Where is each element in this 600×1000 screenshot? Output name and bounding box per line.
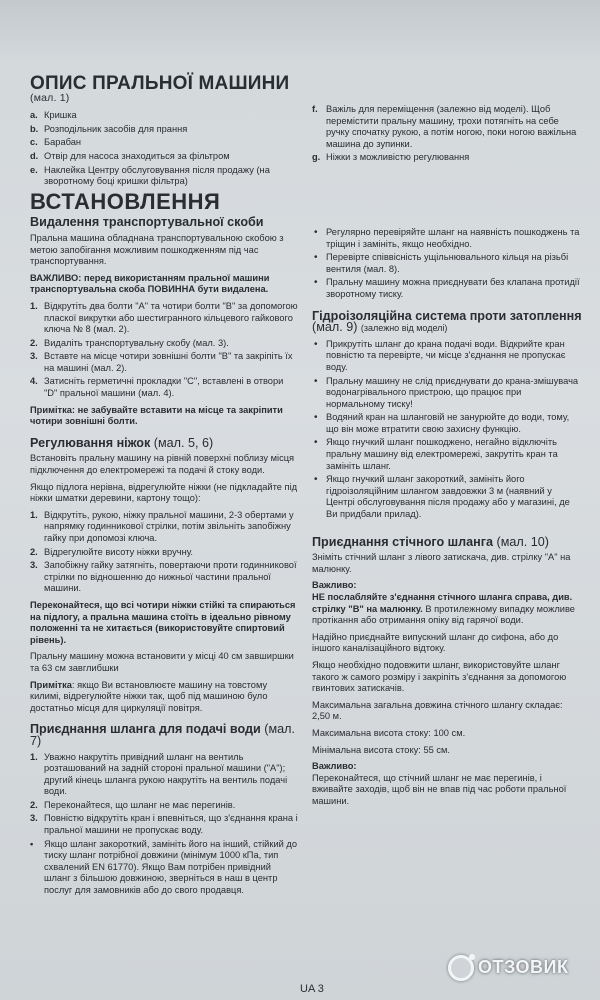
list-marker: 1. [30, 509, 38, 520]
list-marker: f. [312, 104, 318, 114]
list-marker: • [314, 474, 318, 486]
bullet-item [312, 412, 582, 435]
list-marker: 3. [30, 560, 38, 571]
list-marker: g. [312, 152, 321, 163]
anti-flood-list [312, 339, 582, 521]
feet-level-warning: Переконайтеся, що всі чотири ніжки стійкі та спираються на підлогу, а пральна машина стоїть в ідеально рівному положенні та не хитається (використовуйте спиртовий рівень). [30, 599, 296, 645]
list-text: Барабан [44, 137, 82, 148]
bullet-item [312, 252, 582, 275]
list-marker: 2. [30, 337, 38, 348]
bracket-intro: Пральна машина обладнана транспортувальною скобою з метою запобігання можливим пошкодженням під час транспортування. [30, 232, 284, 267]
part-item [312, 152, 582, 164]
list-text: Пральну машину можна приєднувати без клапана протидії зворотному тиску. [326, 277, 580, 299]
bracket-warning: ВАЖЛИВО: перед використанням пральної машини транспортувальна скоба ПОВИННА бути видалена. [30, 272, 270, 295]
bullet-item [312, 339, 582, 374]
feet-placement: Пральну машину можна встановити у місці 40 см завширшки та 63 см завглибшки [30, 651, 294, 673]
step-item [30, 813, 298, 836]
bullet-item [312, 474, 582, 520]
list-marker: e. [30, 164, 38, 175]
list-text: Перевірте співвісність ущільнювального кільця на різьбі вентиля (мал. 8). [326, 252, 569, 274]
list-text: Прикрутіть шланг до крана подачі води. Відкрийте кран повністю та перевірте, чи місце з'єднання не пропускає воду. [326, 338, 566, 372]
list-marker: • [30, 838, 34, 849]
step-item [30, 510, 298, 545]
list-marker: 3. [30, 351, 38, 362]
list-text: Запобіжну гайку затягніть, повертаючи проти годинникової стрілки по відношенню до нижньої частини пральної машини. [44, 560, 297, 594]
step-item [30, 301, 298, 336]
page-number: UA 3 [300, 983, 324, 995]
list-text: Пральну машину не слід приєднувати до крана-змішувача водонагрівального пристрою, що працює при нормальному тиску! [326, 375, 579, 409]
list-text: Якщо шланг закороткий, замініть його на інший, стійкий до тиску шланг потрібної довжини (мінімум 1000 кПа, тип схвалений EN 61770). Якщо Вам потрібен привідний шланг з більшою довжиною, зверніться в наш в центр послуг для замовників або до свого продавця. [44, 838, 298, 896]
parts-list-continued [312, 104, 582, 164]
feet-uneven: Якщо підлога нерівна, відрегулюйте ніжки (не підкладайте під ніжки шматки деревини, картону тощо): [30, 481, 298, 504]
feet-steps [30, 510, 298, 595]
list-text: Отвір для насоса знаходиться за фільтром [44, 150, 230, 161]
drain-important-2: Важливо: Переконайтеся, що стічний шланг не має перегинів, і вживайте заходів, щоб він не впав під час роботи пральної машини. [312, 761, 567, 806]
parts-list [30, 110, 298, 188]
list-marker: d. [30, 150, 39, 161]
drain-p3: Якщо необхідно подовжити шланг, використовуйте шланг такого ж самого розміру і закріпіть з'єднання за допомогою гвинтових затискачів. [312, 659, 567, 694]
list-text: Наклейка Центру обслуговування після продажу (на зворотному боці кришки фільтра) [44, 164, 270, 187]
list-marker: • [314, 338, 318, 350]
step-item [30, 752, 298, 798]
inlet-steps [30, 752, 298, 897]
list-marker: • [314, 277, 318, 289]
drain-p6: Мінімальна висота стоку: 55 см. [312, 744, 450, 755]
list-marker: 1. [30, 751, 38, 762]
watermark-logo: ОТЗОВИК [448, 955, 568, 981]
list-text: Видаліть транспортувальну скобу (мал. 3). [44, 337, 229, 348]
feet-note: Примітка: якщо Ви встановлюєте машину на товстому килимі, відрегулюйте ніжки так, щоб під машиною було достатньо місця для циркуляції повітря. [30, 679, 268, 713]
part-item [30, 137, 298, 149]
list-text: Ніжки з можливістю регулювання [326, 152, 470, 163]
list-text: Водяний кран на шланговій не занурюйте до води, тому, що він може втратити свою захисну функцію. [326, 412, 570, 434]
list-marker: 2. [30, 799, 38, 810]
list-marker: • [314, 226, 318, 238]
description-title: ОПИС ПРАЛЬНОЇ МАШИНИ (мал. 1) [30, 73, 290, 104]
drain-p1: Зніміть стічний шланг з лівого затискача, див. стрілку "A" на малюнку. [312, 552, 571, 574]
feet-intro: Встановіть пральну машину на рівній поверхні поблизу місця підключення до електромережі та подачі й стоку води. [30, 453, 295, 476]
step-item [30, 338, 298, 350]
list-marker: • [314, 437, 318, 449]
list-text: Відкрутіть два болти "A" та чотири болти "B" за допомогою пласкої викрутки або шестигранного кільцевого гайкового ключа № 8 (мал. 2). [44, 300, 298, 335]
step-item [30, 547, 298, 559]
inlet-heading: Приєднання шланга для подачі води (мал. 7) [30, 722, 295, 748]
list-text: Затисніть герметичні прокладки "C", вставлені в отвори "D" пральної машини (мал. 4). [44, 376, 284, 399]
list-marker: 1. [30, 300, 38, 311]
list-text: Розподільник засобів для прання [44, 123, 188, 134]
list-text: Переконайтеся, що шланг не має перегинів. [44, 799, 236, 810]
list-text: Важіль для переміщення (залежно від моделі). Щоб перемістити пральну машину, трохи потягніть на себе ручку спочатку рукою, а потім ногою, поки ногою важільна машина до зупинки. [326, 104, 577, 149]
drain-p4: Максимальна загальна довжина стічного шлангу складає: 2,50 м. [312, 699, 563, 722]
list-marker: • [314, 252, 318, 264]
drain-important-1: Важливо: НЕ послабляйте з'єднання стічного шланга справа, див. стрілку "B" на малюнку. В протилежному випадку можливе протікання або отримання опіку від гарячої води. [312, 580, 575, 626]
list-text: Якщо гнучкий шланг пошкоджено, негайно відключіть пральну машину від електромережі, закрутіть кран та замініть шланг. [326, 437, 558, 471]
anti-flood-heading: Гідроізоляційна система проти затоплення (мал. 9) (залежно від моделі) [312, 308, 582, 335]
part-item [30, 165, 298, 188]
installation-title: ВСТАНОВЛЕННЯ [30, 188, 221, 214]
bullet-item [312, 227, 582, 250]
hose-checks-list [312, 227, 582, 301]
step-item [30, 800, 298, 812]
drain-p2: Надійно приєднайте випускний шланг до сифона, або до іншого каналізаційного відтоку. [312, 631, 559, 654]
list-marker: c. [30, 137, 38, 148]
step-item [30, 839, 298, 897]
bracket-note: Примітка: не забувайте вставити на місце та закріпити чотири зовнішні болти. [30, 404, 283, 427]
list-text: Кришка [44, 110, 77, 121]
bullet-item [312, 376, 582, 411]
left-column [30, 73, 298, 902]
drain-p5: Максимальна висота стоку: 100 см. [312, 727, 466, 738]
list-marker: • [314, 412, 318, 424]
list-text: Повністю відкрутіть кран і впевніться, що з'єднання крана і пральної машини не пропускає воду. [44, 813, 298, 836]
right-column [312, 104, 582, 813]
list-text: Відрегулюйте висоту ніжки вручну. [44, 546, 194, 557]
part-item [30, 151, 298, 163]
step-item [30, 560, 298, 595]
bullet-item [312, 437, 582, 472]
part-item [30, 110, 298, 122]
logo-icon [448, 955, 474, 981]
list-text: Вставте на місце чотири зовнішні болти "B" та закріпіть їх на машині (мал. 2). [44, 351, 293, 373]
list-text: Регулярно перевіряйте шланг на наявність пошкоджень та тріщин і замініть, якщо необхідно. [326, 226, 580, 249]
list-marker: • [314, 375, 318, 387]
drain-heading: Приєднання стічного шланга (мал. 10) [312, 534, 549, 549]
list-marker: 3. [30, 813, 38, 824]
list-text: Відкрутіть, рукою, ніжку пральної машини, 2-3 обертами у напрямку годинникової стрілки, потім звільніть запобіжну гайку при допомозі ключа. [44, 509, 294, 543]
list-marker: 2. [30, 546, 38, 557]
step-item [30, 351, 298, 374]
step-item [30, 376, 298, 399]
part-item [312, 104, 582, 150]
list-marker: 4. [30, 376, 38, 387]
list-marker: a. [30, 110, 38, 121]
top-shadow [0, 0, 600, 60]
bracket-heading: Видалення транспортувальної скоби [30, 215, 264, 230]
list-text: Уважно накрутіть привідний шланг на вентиль розташований на задній стороні пральної машини ("A"); другий кінець шланга рукою накрутіть на вентиль подачі води. [44, 751, 288, 797]
part-item [30, 124, 298, 136]
bracket-steps [30, 301, 298, 400]
bullet-item [312, 277, 582, 300]
list-text: Якщо гнучкий шланг закороткий, замініть його гідроізоляційним шлангом завдовжки 3 м (наявний у Центрі обслуговування після продажу або у магазині, де Ви придбали прилад). [326, 474, 570, 520]
feet-heading: Регулювання ніжок (мал. 5, 6) [30, 435, 214, 450]
list-marker: b. [30, 123, 39, 134]
